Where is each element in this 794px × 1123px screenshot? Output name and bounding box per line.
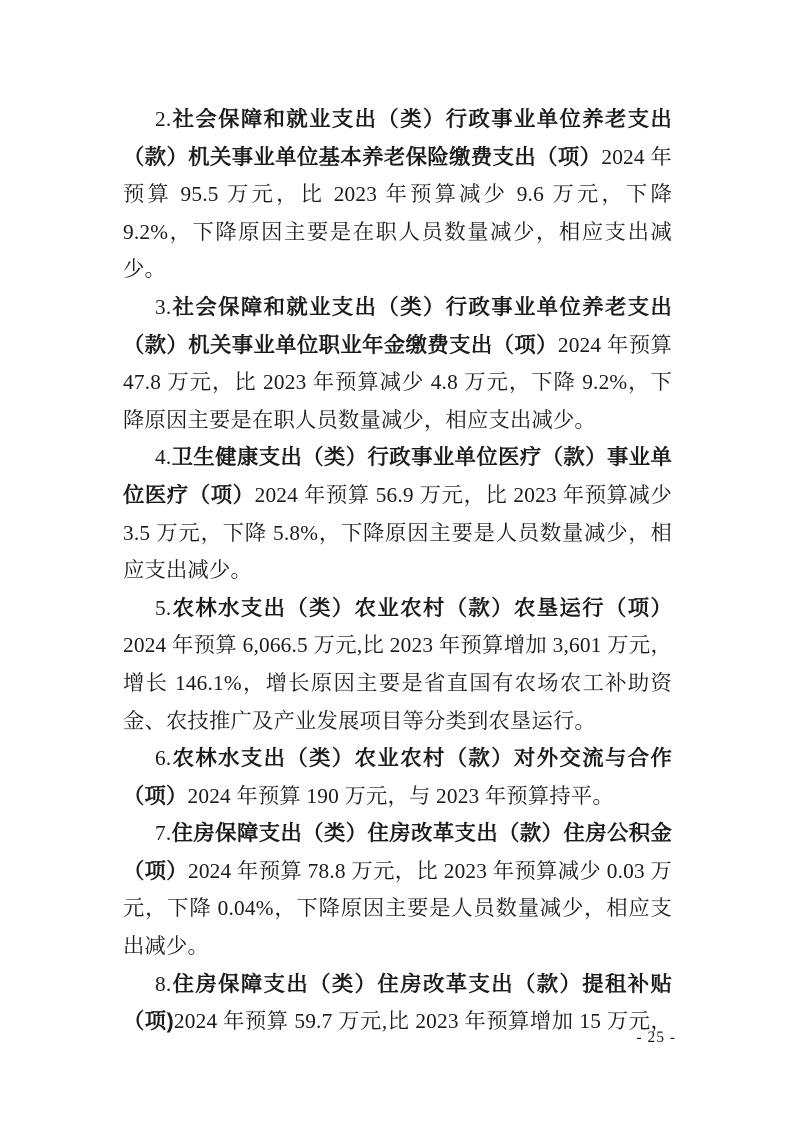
- paragraph-heading: 农林水支出（类）农业农村（款）对外交流与合作（项）: [123, 746, 672, 808]
- paragraph-number: 2.: [155, 107, 172, 131]
- page-number: - 25 -: [636, 1029, 676, 1046]
- document-body-text: [123, 101, 672, 1041]
- paragraph-body: 2024 年预算 56.9 万元，比 2023 年预算减少 3.5 万元，下降 5.8%，下降原因主要是人员数量减少，相应支出减少。: [123, 482, 672, 583]
- paragraph-body: 2024 年预算 6,066.5 万元,比 2023 年预算增加 3,601 万元，增长 146.1%，增长原因主要是省直国有农场农工补助资金、农技推广及产业发展项目等分类到农垦运行。: [123, 633, 672, 733]
- paragraph-body: 2024 年预算 47.8 万元，比 2023 年预算减少 4.8 万元，下降 9.2%，下降原因主要是在职人员数量减少，相应支出减少。: [123, 332, 672, 432]
- paragraph-body: 2024 年预算 78.8 万元，比 2023 年预算减少 0.03 万元，下降 0.04%，下降原因主要是人员数量减少，相应支出减少。: [123, 858, 672, 959]
- paragraph-heading: 住房保障支出（类）住房改革支出（款）提租补贴（项): [123, 971, 672, 1034]
- budget-paragraph: [123, 101, 672, 289]
- budget-paragraph: [123, 289, 672, 439]
- paragraph-heading: 住房保障支出（类）住房改革支出（款）住房公积金（项）: [123, 821, 672, 883]
- paragraph-number: 6.: [155, 746, 172, 771]
- paragraph-heading: 社会保障和就业支出（类）行政事业单位养老支出（款）机关事业单位基本养老保险缴费支出（项）: [123, 107, 672, 169]
- paragraph-heading: 卫生健康支出（类）行政事业单位医疗（款）事业单位医疗（项）: [123, 445, 672, 507]
- paragraph-number: 8.: [155, 971, 172, 996]
- budget-paragraph: [123, 815, 672, 965]
- paragraph-number: 3.: [155, 294, 172, 319]
- budget-paragraph: [123, 740, 672, 815]
- budget-paragraph: [123, 590, 672, 740]
- paragraph-body: 2024 年预算 59.7 万元,比 2023 年预算增加 15 万元，: [173, 1009, 672, 1034]
- paragraph-number: 4.: [155, 445, 172, 470]
- paragraph-body: 2024 年预算 95.5 万元，比 2023 年预算减少 9.6 万元，下降 9.2%，下降原因主要是在职人员数量减少，相应支出减少。: [123, 144, 673, 282]
- budget-paragraph: [123, 966, 672, 1041]
- paragraph-heading: 农林水支出（类）农业农村（款）农垦运行（项）: [171, 595, 672, 620]
- paragraph-body: 2024 年预算 190 万元，与 2023 年预算持平。: [187, 783, 614, 808]
- budget-paragraph: [123, 439, 672, 589]
- paragraph-number: 5.: [155, 595, 172, 620]
- paragraph-heading: 社会保障和就业支出（类）行政事业单位养老支出（款）机关事业单位职业年金缴费支出（项）: [123, 294, 672, 357]
- paragraph-number: 7.: [155, 821, 172, 846]
